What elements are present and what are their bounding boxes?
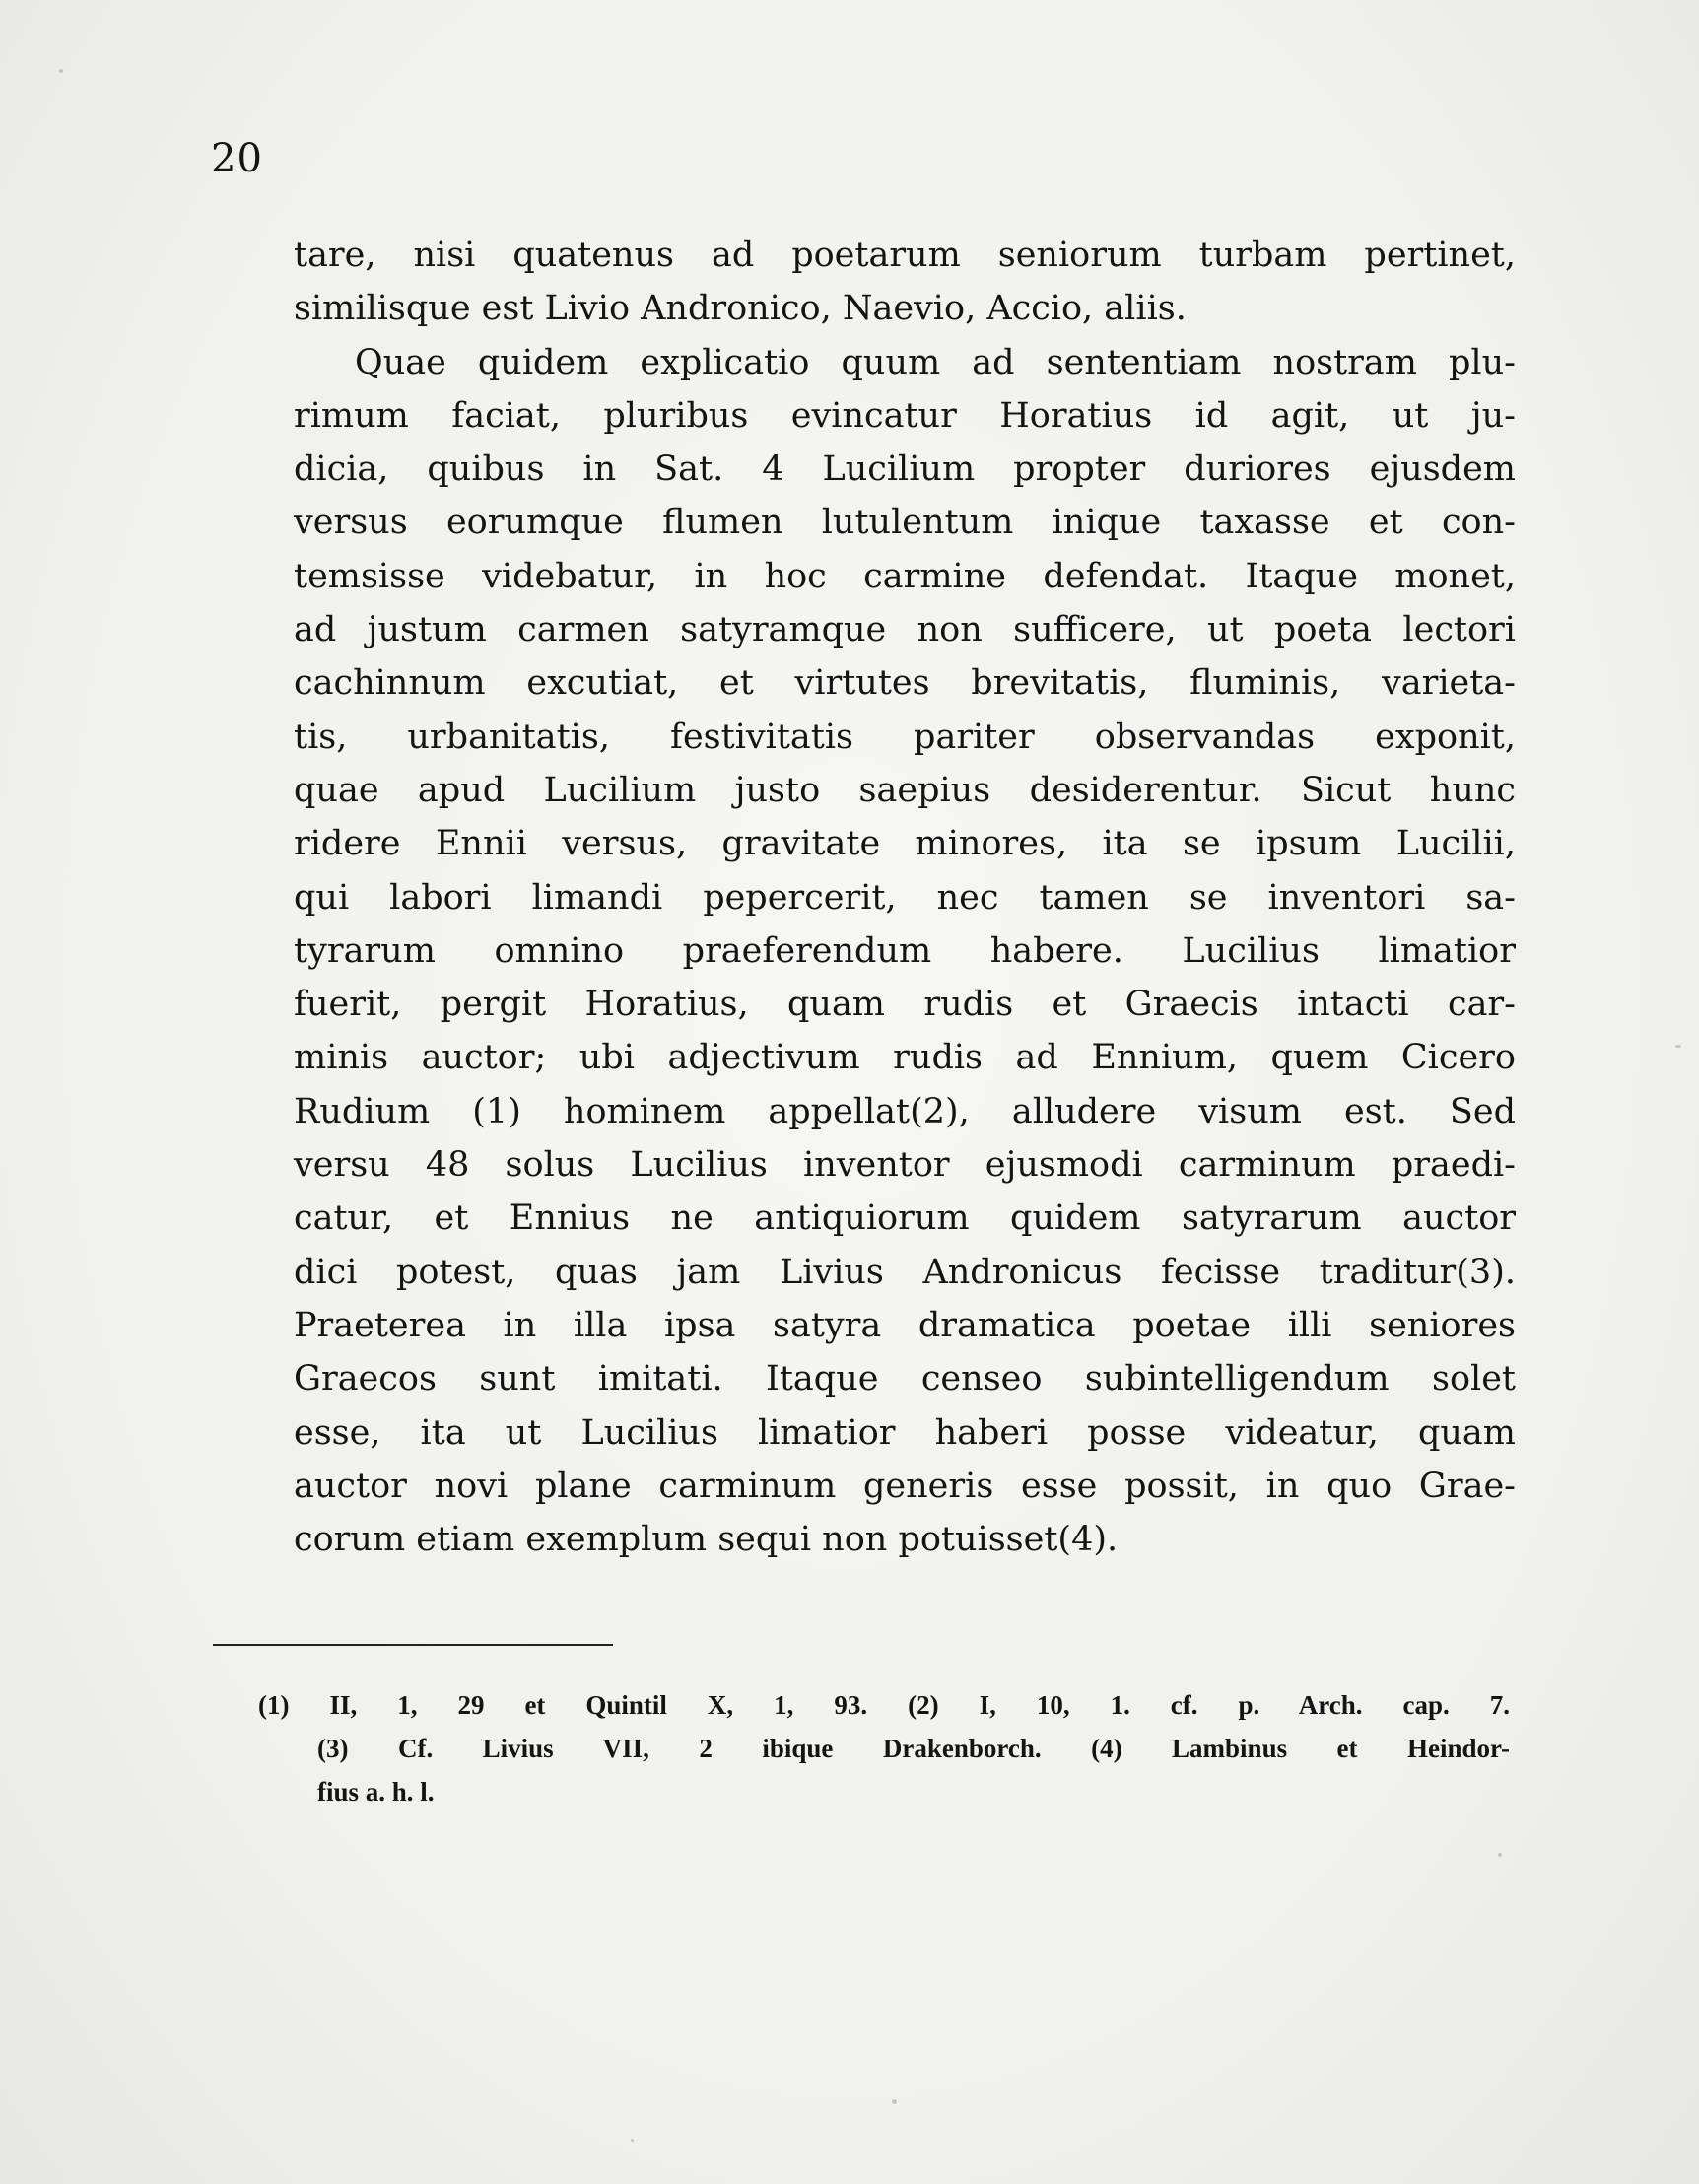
- footnotes: [258, 1683, 1510, 1813]
- body-line: dicia, quibus in Sat. 4 Lucilium propter duriores ejusdem: [294, 449, 1516, 490]
- body-line: ad justum carmen satyramque non sufficere, ut poeta lectori: [294, 610, 1516, 650]
- body-line: Quae quidem explicatio quum ad sententiam nostram plu-: [355, 342, 1516, 382]
- body-line: Rudium (1) hominem appellat(2), alludere visum est. Sed: [294, 1091, 1516, 1131]
- body-line: similisque est Livio Andronico, Naevio, Accio, aliis.: [294, 289, 1187, 329]
- body-line: Praeterea in illa ipsa satyra dramatica poetae illi seniores: [294, 1305, 1516, 1345]
- body-line: tare, nisi quatenus ad poetarum seniorum turbam pertinet,: [294, 236, 1516, 275]
- body-line: minis auctor; ubi adjectivum rudis ad Ennium, quem Cicero: [294, 1038, 1516, 1078]
- body-line: auctor novi plane carminum generis esse possit, in quo Grae-: [294, 1466, 1516, 1506]
- paper-speck: [631, 2139, 634, 2142]
- body-line: ridere Ennii versus, gravitate minores, ita se ipsum Lucilii,: [294, 824, 1516, 864]
- paper-speck: [1675, 1045, 1681, 1048]
- page-number: 20: [211, 136, 263, 181]
- body-line: esse, ita ut Lucilius limatior haberi posse videatur, quam: [294, 1412, 1516, 1453]
- body-line: quae apud Lucilium justo saepius desiderentur. Sicut hunc: [294, 770, 1516, 810]
- paper-speck: [892, 2099, 897, 2104]
- paper-speck: [59, 69, 63, 73]
- footnote-divider: [213, 1644, 613, 1646]
- body-line: dici potest, quas jam Livius Andronicus fecisse traditur(3).: [294, 1252, 1516, 1292]
- body-line: cachinnum excutiat, et virtutes brevitatis, fluminis, varieta-: [294, 663, 1516, 704]
- footnote-line: (3) Cf. Livius VII, 2 ibique Drakenborch. (4) Lambinus et Heindor-: [317, 1734, 1510, 1763]
- body-line: versus eorumque flumen lutulentum inique taxasse et con-: [294, 503, 1516, 543]
- body-line: rimum faciat, pluribus evincatur Horatius id agit, ut ju-: [294, 395, 1516, 436]
- body-line: fuerit, pergit Horatius, quam rudis et Graecis intacti car-: [294, 985, 1516, 1025]
- footnote-line: (1) II, 1, 29 et Quintil X, 1, 93. (2) I, 10, 1. cf. p. Arch. cap. 7.: [258, 1690, 1510, 1720]
- body-line: temsisse videbatur, in hoc carmine defendat. Itaque monet,: [294, 556, 1516, 596]
- paper-speck: [1498, 1853, 1502, 1857]
- body-line: tyrarum omnino praeferendum habere. Lucilius limatior: [294, 930, 1516, 971]
- body-text: [294, 229, 1516, 1566]
- body-line: corum etiam exemplum sequi non potuisset(4).: [294, 1520, 1119, 1560]
- body-line: versu 48 solus Lucilius inventor ejusmodi carminum praedi-: [294, 1145, 1516, 1186]
- body-line: Graecos sunt imitati. Itaque censeo subintelligendum solet: [294, 1359, 1516, 1399]
- body-line: catur, et Ennius ne antiquiorum quidem satyrarum auctor: [294, 1198, 1516, 1239]
- body-line: qui labori limandi pepercerit, nec tamen se inventori sa-: [294, 877, 1516, 918]
- body-line: tis, urbanitatis, festivitatis pariter observandas exponit,: [294, 717, 1516, 757]
- footnote-line: fius a. h. l.: [317, 1777, 435, 1807]
